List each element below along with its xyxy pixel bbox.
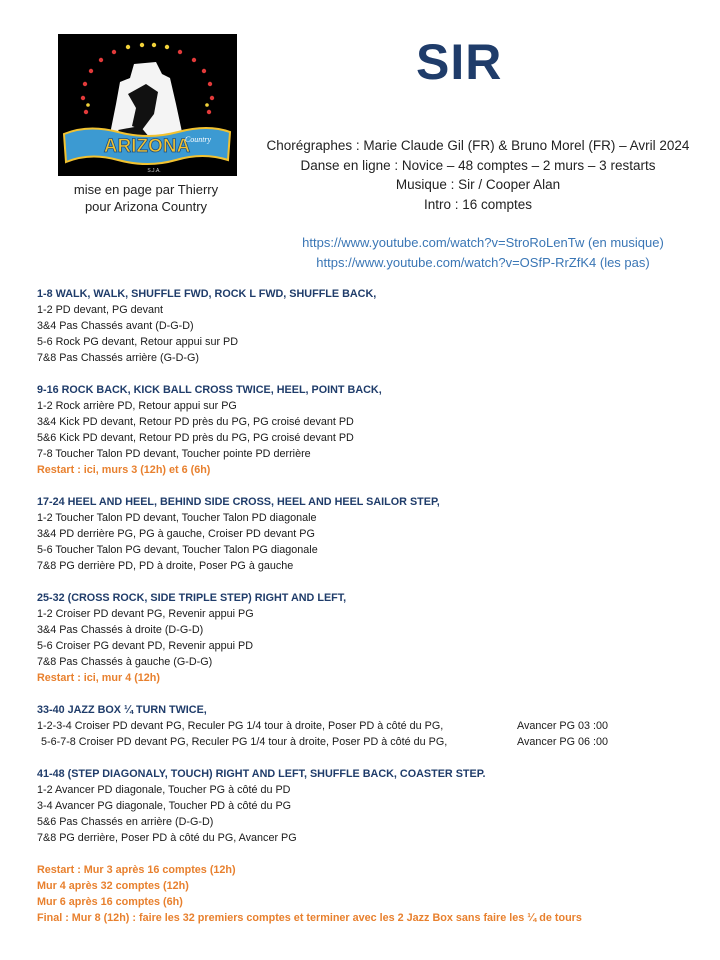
step-line: 7&8 PG derrière PD, PD à droite, Poser PG à gauche	[37, 560, 294, 572]
step-line: 5-6 Croiser PG devant PD, Revenir appui PD	[37, 640, 254, 652]
step-line: 7&8 Pas Chassés arrière (G-D-G)	[37, 352, 199, 364]
section-heading: 33-40 JAZZ BOX ¼ TURN TWICE,	[37, 704, 207, 716]
restart-note: Restart : ici, murs 3 (12h) et 6 (6h)	[37, 464, 211, 476]
step-line: 7&8 PG derrière, Poser PD à côté du PG, Avancer PG	[37, 832, 297, 844]
restart-note: Restart : ici, mur 4 (12h)	[37, 672, 160, 684]
step-line: 1-2 Croiser PD devant PG, Revenir appui PG	[37, 608, 254, 620]
intro: Intro : 16 comptes	[423, 196, 533, 212]
final-note: Restart : Mur 3 après 16 comptes (12h)	[37, 864, 236, 876]
section-25-32	[37, 590, 697, 686]
step-line: 1-2-3-4 Croiser PD devant PG, Reculer PG 1/4 tour à droite, Poser PD à côté du PG,	[37, 720, 444, 732]
logo-sub: Country	[184, 135, 212, 144]
step-sheet	[37, 286, 697, 942]
step-line: 5-6-7-8 Croiser PD devant PG, Reculer PG 1/4 tour à droite, Poser PD à côté du PG,	[41, 736, 448, 748]
credit-line: pour Arizona Country	[84, 199, 208, 214]
step-line: 7-8 Toucher Talon PD devant, Toucher pointe PD derrière	[37, 448, 311, 460]
step-row	[37, 734, 697, 750]
section-33-40	[37, 702, 697, 750]
section-heading: 17-24 HEEL AND HEEL, BEHIND SIDE CROSS, HEEL AND HEEL SAILOR STEP,	[37, 496, 440, 508]
step-direction: Avancer PG 06 :00	[517, 736, 609, 748]
section-9-16	[37, 382, 697, 478]
section-heading: 1-8 WALK, WALK, SHUFFLE FWD, ROCK L FWD, SHUFFLE BACK,	[37, 288, 377, 300]
step-line: 1-2 PD devant, PG devant	[37, 304, 164, 316]
step-line: 5&6 Pas Chassés en arrière (D-G-D)	[37, 816, 214, 828]
step-line: 3-4 Avancer PG diagonale, Toucher PD à côté du PG	[37, 800, 292, 812]
step-line: 1-2 Avancer PD diagonale, Toucher PG à côté du PD	[37, 784, 291, 796]
step-row	[37, 718, 697, 734]
section-17-24	[37, 494, 697, 574]
step-line: 1-2 Rock arrière PD, Retour appui sur PG	[37, 400, 237, 412]
step-line: 5&6 Kick PD devant, Retour PD près du PG, PG croisé devant PD	[37, 432, 354, 444]
arizona-country-logo	[58, 34, 237, 176]
section-heading: 9-16 ROCK BACK, KICK BALL CROSS TWICE, HEEL, POINT BACK,	[37, 384, 382, 396]
dance-title: SIR	[416, 34, 503, 90]
logo-mark: S.J.A.	[147, 168, 161, 174]
section-1-8	[37, 286, 697, 366]
final-note: Mur 4 après 32 comptes (12h)	[37, 880, 189, 892]
final-note: Mur 6 après 16 comptes (6h)	[37, 896, 183, 908]
step-line: 3&4 Kick PD devant, Retour PD près du PG, PG croisé devant PD	[37, 416, 354, 428]
dance-info	[248, 136, 708, 214]
step-line: 5-6 Toucher Talon PG devant, Toucher Talon PG diagonale	[37, 544, 318, 556]
final-note: Final : Mur 8 (12h) : faire les 32 premiers comptes et terminer avec les 2 Jazz Box sans faire les ¼ de tours	[37, 912, 582, 924]
final-notes	[37, 862, 697, 926]
logo-graphic	[58, 34, 237, 176]
step-direction: Avancer PG 03 :00	[517, 720, 609, 732]
step-line: 3&4 Pas Chassés à droite (D-G-D)	[37, 624, 204, 636]
logo-brand: ARIZONA	[103, 136, 191, 157]
layout-credit	[40, 181, 252, 215]
dance-type: Danse en ligne : Novice – 48 comptes – 2 murs – 3 restarts	[300, 157, 656, 173]
music: Musique : Sir / Cooper Alan	[395, 177, 561, 192]
credit-line: mise en page par Thierry	[73, 182, 219, 197]
step-line: 7&8 Pas Chassés à gauche (G-D-G)	[37, 656, 213, 668]
section-heading: 25-32 (CROSS ROCK, SIDE TRIPLE STEP) RIGHT AND LEFT,	[37, 592, 347, 604]
section-heading: 41-48 (STEP DIAGONALY, TOUCH) RIGHT AND LEFT, SHUFFLE BACK, COASTER STEP.	[37, 768, 486, 780]
choreographers: Chorégraphes : Marie Claude Gil (FR) & Bruno Morel (FR) – Avril 2024	[266, 138, 690, 153]
step-line: 5-6 Rock PG devant, Retour appui sur PD	[37, 336, 239, 348]
video-links	[248, 233, 718, 272]
section-41-48	[37, 766, 697, 846]
step-line: 3&4 PD derrière PG, PG à gauche, Croiser PD devant PG	[37, 528, 315, 540]
step-line: 1-2 Toucher Talon PD devant, Toucher Talon PD diagonale	[37, 512, 317, 524]
step-line: 3&4 Pas Chassés avant (D-G-D)	[37, 320, 194, 332]
video-link[interactable]: https://www.youtube.com/watch?v=OSfP-RrZfK4 (les pas)	[316, 254, 650, 270]
video-link[interactable]: https://www.youtube.com/watch?v=StroRoLenTw (en musique)	[302, 235, 664, 250]
